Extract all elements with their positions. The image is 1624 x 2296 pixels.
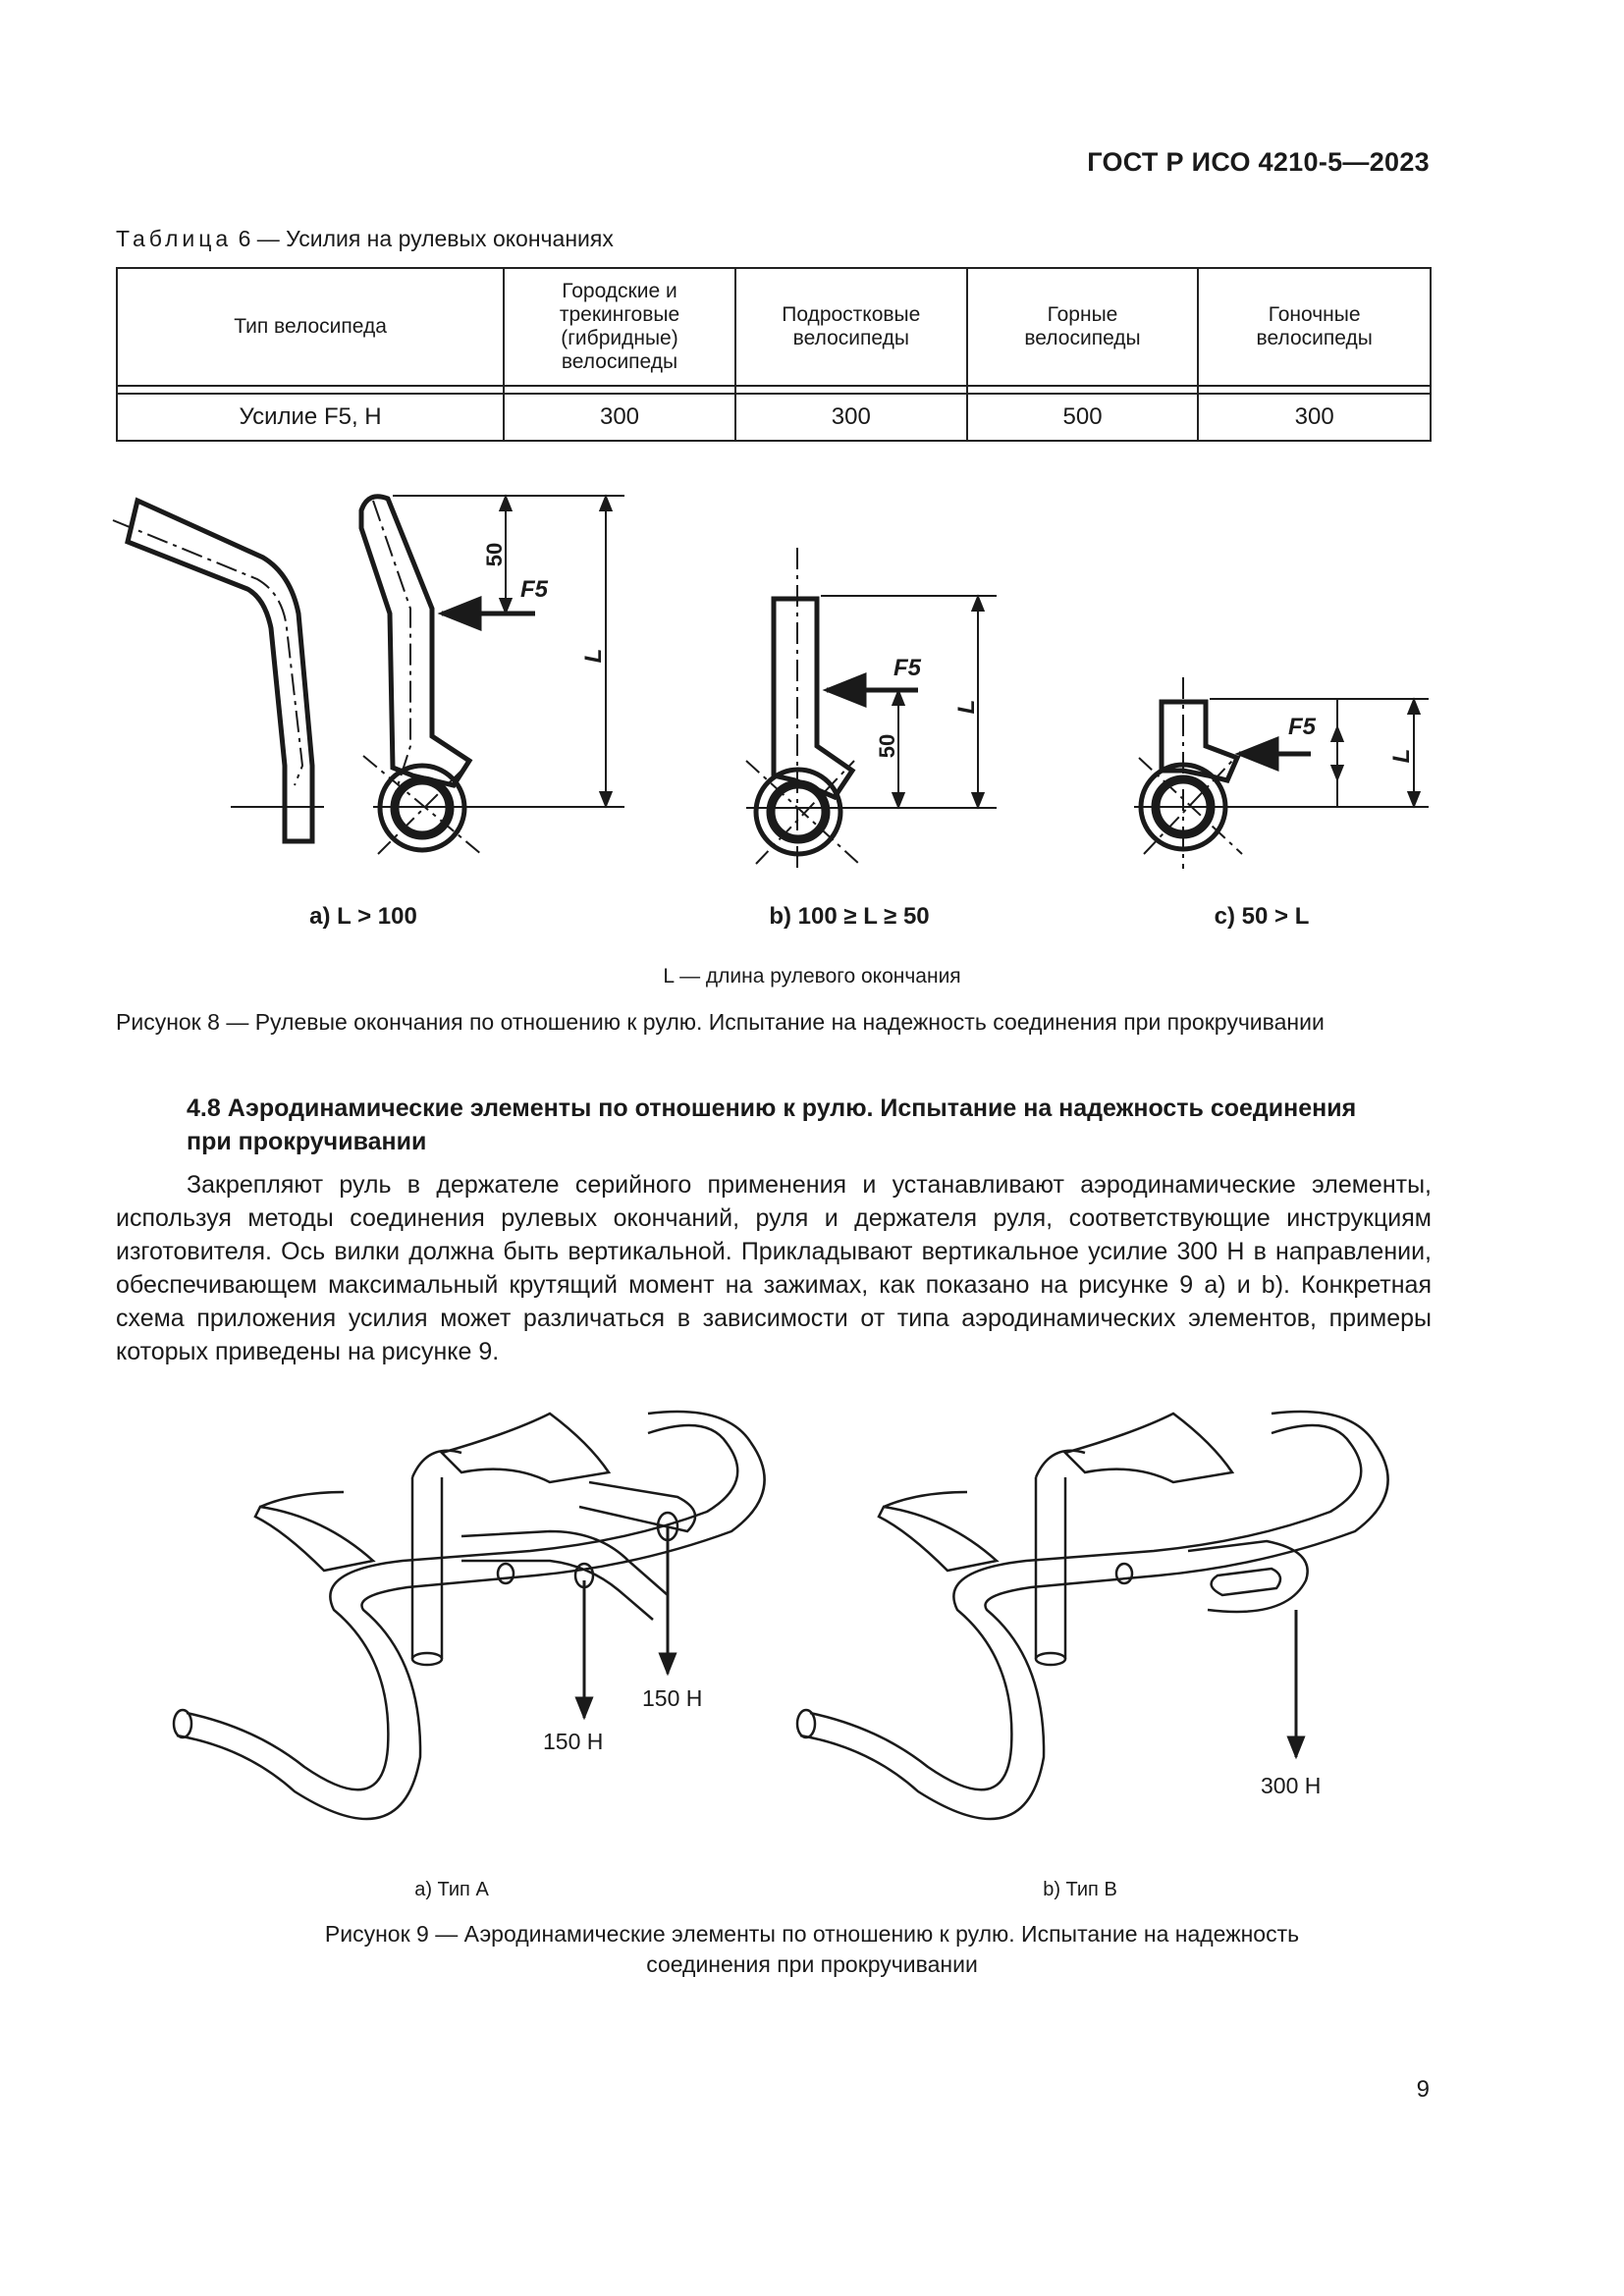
- table-value-row: [117, 394, 1431, 441]
- section-body: Закрепляют руль в держателе серийного применения и устанавливают аэродинамические элементы, используя методы соединения рулевых окончаний, руля и держателя руля, соответствующие инструкциям изготовителя. Ось вилки должна быть вертикальной. Прикладывают вертикальное усилие 300 Н в направлении, обеспечивающем максимальный крутящий момент на зажимах, как показано на рисунке 9 а) и b). Конкретная схема приложения усилия может различаться в зависимости от типа аэродинамических элементов, примеры которых приведены на рисунке 9.: [116, 1171, 1432, 1365]
- fig8b-clamp: [756, 599, 852, 854]
- value-mountain: 500: [967, 394, 1199, 441]
- table-separator-row: [117, 386, 1431, 394]
- fig9-sub-b: b) Тип B: [1043, 1879, 1117, 1900]
- table-caption-text: 6 — Усилия на рулевых окончаниях: [238, 226, 614, 251]
- table-header-row: [117, 268, 1431, 386]
- fig8a-dim-L: L: [580, 648, 607, 664]
- header-mountain-label: Горные велосипеды: [1024, 303, 1141, 349]
- forces-table: [116, 267, 1432, 442]
- fig8a-force-label: F5: [520, 576, 549, 603]
- fig8a-bent-bar-end: [128, 501, 312, 841]
- fig8c-clamp: [1141, 702, 1237, 849]
- fig8a-dim-50: 50: [482, 542, 507, 567]
- header-racing-label: Гоночные велосипеды: [1256, 303, 1373, 349]
- header-city-label: Городские и трекинговые (гибридные) велосипеды: [559, 280, 680, 373]
- fig8b-force-label: F5: [893, 655, 922, 681]
- table-caption: [116, 226, 614, 252]
- fig9a-load-label-2: 150 Н: [642, 1685, 703, 1711]
- header-bike-type: Тип велосипеда: [117, 268, 504, 386]
- value-racing: 300: [1198, 394, 1431, 441]
- header-youth: [735, 268, 967, 386]
- fig8c-dim-L: L: [1388, 748, 1415, 764]
- fig8-sub-b: b) 100 ≥ L ≥ 50: [769, 903, 930, 930]
- fig8b-dim-L: L: [953, 699, 980, 715]
- fig8b-dim-50: 50: [875, 733, 899, 759]
- figure-9-drawing: [0, 1394, 1624, 1855]
- row-label-force: Усилие F5, Н: [117, 394, 504, 441]
- value-youth: 300: [735, 394, 967, 441]
- header-mountain: [967, 268, 1199, 386]
- fig8c-force-label: F5: [1288, 714, 1317, 740]
- page-number: 9: [1416, 2076, 1430, 2103]
- fig9-caption: [0, 1919, 1624, 1980]
- fig9-caption-line2: соединения при прокручивании: [646, 1951, 978, 1977]
- header-city: [504, 268, 735, 386]
- fig9-sub-a: a) Тип A: [414, 1879, 489, 1900]
- fig8-sub-c: c) 50 > L: [1214, 903, 1310, 930]
- fig8-sub-a: a) L > 100: [309, 903, 417, 930]
- header-racing: [1198, 268, 1431, 386]
- fig9b-load-label: 300 Н: [1261, 1773, 1322, 1798]
- standard-header: ГОСТ Р ИСО 4210-5—2023: [1087, 147, 1430, 177]
- header-youth-label: Подростковые велосипеды: [782, 303, 921, 349]
- fig8a-clamp: [361, 497, 469, 850]
- figure-8-drawing: [0, 471, 1624, 883]
- fig9-caption-line1: Рисунок 9 — Аэродинамические элементы по отношению к рулю. Испытание на надежность: [324, 1921, 1300, 1947]
- section-heading: 4.8 Аэродинамические элементы по отношению к рулю. Испытание на надежность соединения при прокручивании: [187, 1095, 1357, 1155]
- table-caption-prefix: Таблица: [116, 226, 233, 251]
- fig9b-aerobar-assembly: [797, 1412, 1388, 1819]
- value-city: 300: [504, 394, 735, 441]
- fig8-legend: L — длина рулевого окончания: [663, 965, 961, 988]
- fig9a-load-label-1: 150 Н: [543, 1729, 604, 1754]
- fig8-caption: Рисунок 8 — Рулевые окончания по отношению к рулю. Испытание на надежность соединения при прокручивании: [116, 1009, 1325, 1035]
- fig9a-aerobar-assembly: [174, 1412, 765, 1819]
